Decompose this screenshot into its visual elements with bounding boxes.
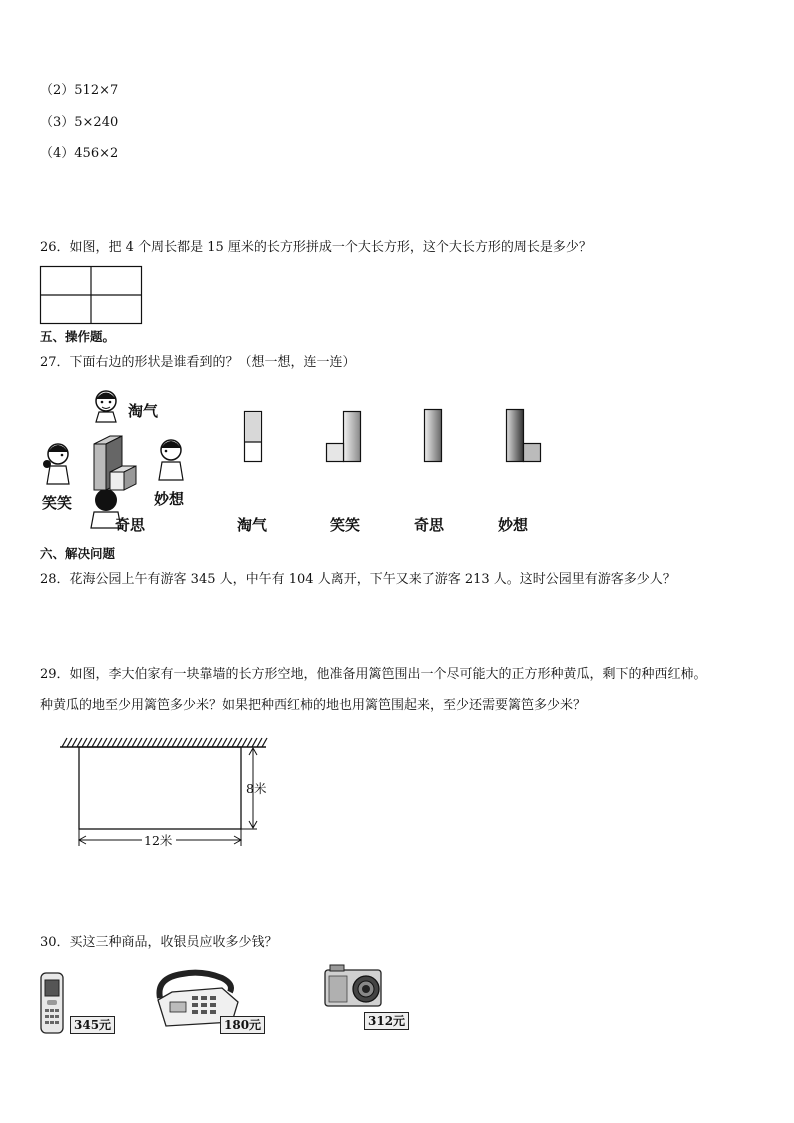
wall-hatch-line	[207, 738, 212, 747]
wall-hatch-line	[122, 738, 127, 747]
view-shape-3	[424, 409, 444, 463]
wall-hatch-line	[117, 738, 122, 747]
camera-icon	[324, 964, 386, 1010]
wall-hatch-line	[232, 738, 237, 747]
wall-hatch-line	[102, 738, 107, 747]
wall-hatch-line	[197, 738, 202, 747]
calc-item-4: （4）456×2	[40, 146, 119, 161]
question-27: 27．下面右边的形状是谁看到的？（想一想，连一连）	[40, 355, 356, 370]
wall-hatch-line	[87, 738, 92, 747]
wall-hatch-line	[237, 738, 242, 747]
section-6-heading: 六、解决问题	[40, 546, 116, 561]
height-label: 8米	[246, 781, 267, 796]
question-26: 26．如图，把 4 个周长都是 15 厘米的长方形拼成一个大长方形，这个大长方形的周长是多少？	[40, 240, 592, 255]
wall-hatch-line	[82, 738, 87, 747]
blocks-icon	[94, 436, 136, 490]
view-shape-1	[244, 411, 264, 463]
wall-hatch-line	[247, 738, 252, 747]
label-qisi: 奇思	[115, 516, 146, 534]
wall-hatch-line	[182, 738, 187, 747]
label-xiaoxiao: 笑笑	[42, 494, 73, 512]
wall-hatch-line	[202, 738, 207, 747]
wall-hatch-line	[67, 738, 72, 747]
calc-item-3: （3）5×240	[40, 115, 119, 130]
girl-xiaoxiao-icon	[43, 444, 69, 484]
wall-hatch-line	[192, 738, 197, 747]
price-tag-camera: 312元	[364, 1012, 409, 1030]
wall-hatch-line	[72, 738, 77, 747]
wall-hatch-line	[107, 738, 112, 747]
view-label-2: 笑笑	[330, 516, 361, 534]
boy-taoqi-icon	[96, 391, 116, 422]
wall-hatch-line	[92, 738, 97, 747]
question-29-line-1: 29．如图，李大伯家有一块靠墙的长方形空地，他准备用篱笆围出一个尽可能大的正方形种黄瓜，剩下的种西红柿。	[40, 667, 707, 682]
wall-hatch-line	[252, 738, 257, 747]
wall-hatch-line	[227, 738, 232, 747]
rectangle-grid-figure	[40, 266, 142, 324]
calc-item-2: （2）512×7	[40, 83, 119, 98]
wall-hatch-line	[212, 738, 217, 747]
wall-hatch-line	[217, 738, 222, 747]
question-29-line-2: 种黄瓜的地至少用篱笆多少米？如果把种西红柿的地也用篱笆围起来，至少还需要篱笆多少米？	[40, 698, 587, 713]
wall-hatch-line	[187, 738, 192, 747]
view-label-4: 妙想	[498, 516, 529, 534]
wall-hatch-line	[142, 738, 147, 747]
wall-hatch-line	[112, 738, 117, 747]
wall-hatch-line	[167, 738, 172, 747]
view-shape-2	[326, 411, 362, 463]
question-30: 30．买这三种商品，收银员应收多少钱？	[40, 935, 278, 950]
wall-hatch-line	[152, 738, 157, 747]
question-28: 28．花海公园上午有游客 345 人，中午有 104 人离开，下午又来了游客 213 人。这时公园里有游客多少人？	[40, 572, 676, 587]
wall-hatch-line	[147, 738, 152, 747]
view-shape-4	[506, 409, 542, 463]
wall-hatch-line	[62, 738, 67, 747]
price-tag-phone: 345元	[70, 1016, 115, 1034]
wall-hatch-line	[257, 738, 262, 747]
label-taoqi: 淘气	[128, 402, 159, 420]
view-label-3: 奇思	[414, 516, 445, 534]
wall-hatch-line	[97, 738, 102, 747]
wall-hatch-line	[137, 738, 142, 747]
wall-hatch-line	[162, 738, 167, 747]
wall-hatch-line	[172, 738, 177, 747]
wall-hatch-line	[127, 738, 132, 747]
label-miaoxiang: 妙想	[154, 490, 185, 508]
mobile-phone-icon	[40, 972, 66, 1036]
width-label: 12米	[144, 833, 173, 848]
view-label-1: 淘气	[237, 516, 268, 534]
wall-hatch-line	[262, 738, 267, 747]
wall-hatch-line	[177, 738, 182, 747]
section-5-heading: 五、操作题。	[40, 329, 116, 344]
price-tag-telephone: 180元	[220, 1016, 265, 1034]
wall-hatch-line	[222, 738, 227, 747]
wall-hatch-line	[132, 738, 137, 747]
wall-hatch-line	[242, 738, 247, 747]
wall-hatch-line	[77, 738, 82, 747]
wall-hatch-line	[157, 738, 162, 747]
boy-miaoxiang-icon	[159, 440, 183, 480]
